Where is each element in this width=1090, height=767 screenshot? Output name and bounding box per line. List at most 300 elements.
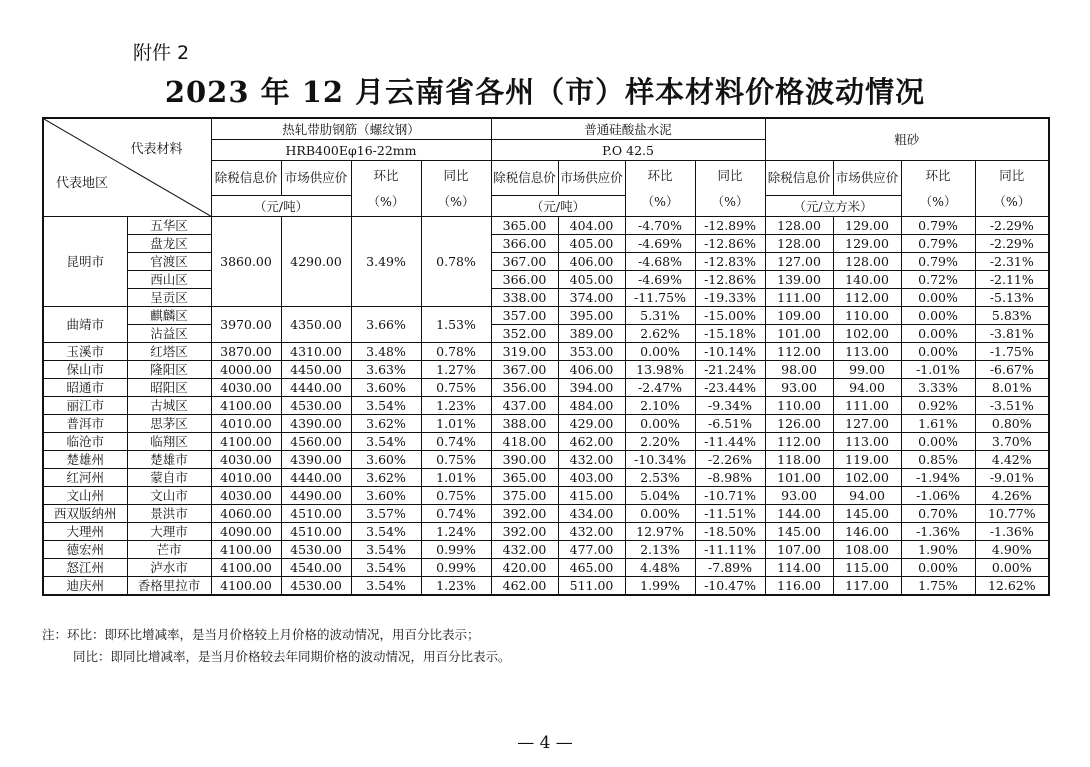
steel-yoy-cell: 0.75%	[421, 487, 491, 505]
sand-yoy-cell: 4.26%	[975, 487, 1049, 505]
cement-yoy-cell: -11.51%	[695, 505, 765, 523]
district-cell: 蒙自市	[127, 469, 211, 487]
sand-pretax-cell: 101.00	[765, 325, 833, 343]
cement-market-cell: 403.00	[558, 469, 625, 487]
cement-yoy-cell: -6.51%	[695, 415, 765, 433]
cement-market-cell: 404.00	[558, 217, 625, 235]
sand-yoy-cell: -1.36%	[975, 523, 1049, 541]
cement-pretax-cell: 357.00	[491, 307, 558, 325]
table-row	[43, 523, 1049, 541]
sand-mom-cell: 0.79%	[901, 235, 975, 253]
cement-pretax-cell: 338.00	[491, 289, 558, 307]
sand-pretax-cell: 128.00	[765, 217, 833, 235]
cement-mom-cell: 2.62%	[625, 325, 695, 343]
steel-market-cell: 4350.00	[281, 307, 351, 343]
sand-market-cell: 129.00	[833, 217, 901, 235]
cement-market-cell: 374.00	[558, 289, 625, 307]
district-cell: 文山市	[127, 487, 211, 505]
cement-yoy-cell: -21.24%	[695, 361, 765, 379]
sand-market-cell: 113.00	[833, 343, 901, 361]
table-row	[43, 487, 1049, 505]
district-cell: 呈贡区	[127, 289, 211, 307]
steel-market-cell: 4390.00	[281, 415, 351, 433]
sand-yoy-cell: 0.00%	[975, 559, 1049, 577]
sand-pretax-cell: 112.00	[765, 433, 833, 451]
cement-yoy-cell: -7.89%	[695, 559, 765, 577]
sand-yoy-cell: 4.42%	[975, 451, 1049, 469]
cement-mom-cell: 2.20%	[625, 433, 695, 451]
steel-mom-cell: 3.48%	[351, 343, 421, 361]
cement-market-cell: 405.00	[558, 271, 625, 289]
table-row	[43, 415, 1049, 433]
sand-pretax-cell: 128.00	[765, 235, 833, 253]
steel-yoy-cell: 1.27%	[421, 361, 491, 379]
sand-market-cell: 128.00	[833, 253, 901, 271]
district-cell: 西山区	[127, 271, 211, 289]
steel-pretax-cell: 3870.00	[211, 343, 281, 361]
steel-mom-header: 环比 （%）	[351, 161, 421, 217]
city-cell: 昆明市	[43, 217, 127, 307]
cement-mom-cell: -4.70%	[625, 217, 695, 235]
cement-pretax-cell: 390.00	[491, 451, 558, 469]
cement-mom-cell: 13.98%	[625, 361, 695, 379]
steel-market-cell: 4530.00	[281, 541, 351, 559]
steel-mom-cell: 3.62%	[351, 415, 421, 433]
steel-mom-cell: 3.54%	[351, 541, 421, 559]
sand-market-cell: 119.00	[833, 451, 901, 469]
city-cell: 大理州	[43, 523, 127, 541]
steel-mom-cell: 3.66%	[351, 307, 421, 343]
cement-pretax-cell: 319.00	[491, 343, 558, 361]
sand-mom-cell: 1.61%	[901, 415, 975, 433]
sand-mom-cell: -1.36%	[901, 523, 975, 541]
table-row	[43, 505, 1049, 523]
district-cell: 临翔区	[127, 433, 211, 451]
sand-market-cell: 146.00	[833, 523, 901, 541]
cement-yoy-cell: -11.11%	[695, 541, 765, 559]
cement-pretax-cell: 437.00	[491, 397, 558, 415]
table-row	[43, 217, 1049, 235]
cement-material-name: 普通硅酸盐水泥	[491, 118, 765, 140]
cement-market-cell: 405.00	[558, 235, 625, 253]
cement-market-cell: 395.00	[558, 307, 625, 325]
cement-market-cell: 394.00	[558, 379, 625, 397]
cement-market-cell: 511.00	[558, 577, 625, 596]
sand-market-cell: 108.00	[833, 541, 901, 559]
cement-pretax-cell: 367.00	[491, 361, 558, 379]
cement-mom-cell: 2.53%	[625, 469, 695, 487]
cement-market-cell: 406.00	[558, 361, 625, 379]
district-cell: 泸水市	[127, 559, 211, 577]
cement-mom-cell: -4.68%	[625, 253, 695, 271]
cement-market-cell: 477.00	[558, 541, 625, 559]
note-mom: 注：环比：即环比增减率，是当月价格较上月价格的波动情况，用百分比表示；	[42, 627, 480, 642]
cement-mom-cell: 12.97%	[625, 523, 695, 541]
steel-yoy-cell: 1.01%	[421, 415, 491, 433]
steel-mom-cell: 3.62%	[351, 469, 421, 487]
cement-market-cell: 406.00	[558, 253, 625, 271]
district-cell: 沾益区	[127, 325, 211, 343]
cement-pretax-cell: 365.00	[491, 217, 558, 235]
sand-mom-cell: 0.92%	[901, 397, 975, 415]
sand-mom-cell: 0.79%	[901, 253, 975, 271]
cement-yoy-cell: -2.26%	[695, 451, 765, 469]
sand-mom-cell: 3.33%	[901, 379, 975, 397]
city-cell: 文山州	[43, 487, 127, 505]
sand-pretax-cell: 101.00	[765, 469, 833, 487]
cement-pretax-cell: 388.00	[491, 415, 558, 433]
steel-market-cell: 4540.00	[281, 559, 351, 577]
sand-yoy-cell: -5.13%	[975, 289, 1049, 307]
sand-market-cell: 145.00	[833, 505, 901, 523]
steel-yoy-header: 同比 （%）	[421, 161, 491, 217]
cement-pretax-cell: 462.00	[491, 577, 558, 596]
cement-pretax-cell: 366.00	[491, 235, 558, 253]
city-cell: 玉溪市	[43, 343, 127, 361]
sand-market-cell: 117.00	[833, 577, 901, 596]
city-cell: 西双版纳州	[43, 505, 127, 523]
cement-market-cell: 353.00	[558, 343, 625, 361]
table-row	[43, 577, 1049, 596]
sand-market-cell: 102.00	[833, 469, 901, 487]
sand-mom-cell: 0.00%	[901, 289, 975, 307]
cement-yoy-cell: -12.86%	[695, 271, 765, 289]
steel-pretax-cell: 4030.00	[211, 451, 281, 469]
cement-yoy-cell: -9.34%	[695, 397, 765, 415]
sand-yoy-cell: -2.11%	[975, 271, 1049, 289]
cement-yoy-cell: -10.71%	[695, 487, 765, 505]
table-row	[43, 361, 1049, 379]
steel-market-header: 市场供应价	[281, 161, 351, 196]
sand-pretax-cell: 126.00	[765, 415, 833, 433]
table-row	[43, 289, 1049, 307]
steel-market-cell: 4450.00	[281, 361, 351, 379]
sand-yoy-cell: -2.31%	[975, 253, 1049, 271]
city-cell: 丽江市	[43, 397, 127, 415]
table-row	[43, 379, 1049, 397]
steel-pretax-cell: 4010.00	[211, 415, 281, 433]
district-cell: 芒市	[127, 541, 211, 559]
sand-mom-cell: -1.06%	[901, 487, 975, 505]
table-row	[43, 271, 1049, 289]
cement-pretax-cell: 367.00	[491, 253, 558, 271]
steel-mom-cell: 3.54%	[351, 523, 421, 541]
cement-pretax-cell: 375.00	[491, 487, 558, 505]
city-cell: 楚雄州	[43, 451, 127, 469]
price-table	[42, 117, 1050, 596]
sand-mom-cell: -1.94%	[901, 469, 975, 487]
cement-mom-cell: -11.75%	[625, 289, 695, 307]
sand-market-cell: 111.00	[833, 397, 901, 415]
cement-mom-cell: -10.34%	[625, 451, 695, 469]
city-cell: 普洱市	[43, 415, 127, 433]
sand-pretax-cell: 116.00	[765, 577, 833, 596]
district-cell: 香格里拉市	[127, 577, 211, 596]
district-cell: 五华区	[127, 217, 211, 235]
sand-mom-cell: 0.70%	[901, 505, 975, 523]
steel-market-cell: 4290.00	[281, 217, 351, 307]
sand-mom-cell: 0.00%	[901, 433, 975, 451]
cement-mom-cell: 1.99%	[625, 577, 695, 596]
sand-material-name: 粗砂	[765, 118, 1049, 161]
cement-mom-cell: 0.00%	[625, 343, 695, 361]
sand-yoy-cell: 4.90%	[975, 541, 1049, 559]
cement-mom-cell: 4.48%	[625, 559, 695, 577]
cement-yoy-cell: -10.47%	[695, 577, 765, 596]
cement-pretax-cell: 356.00	[491, 379, 558, 397]
sand-mom-cell: 0.00%	[901, 325, 975, 343]
steel-market-cell: 4530.00	[281, 397, 351, 415]
steel-spec: HRB400Eφ16-22mm	[211, 140, 491, 161]
cement-mom-cell: 0.00%	[625, 505, 695, 523]
district-cell: 昭阳区	[127, 379, 211, 397]
cement-yoy-cell: -12.89%	[695, 217, 765, 235]
steel-market-cell: 4510.00	[281, 505, 351, 523]
steel-mom-cell: 3.49%	[351, 217, 421, 307]
sand-pretax-cell: 118.00	[765, 451, 833, 469]
district-cell: 盘龙区	[127, 235, 211, 253]
sand-mom-cell: 1.90%	[901, 541, 975, 559]
steel-yoy-cell: 1.23%	[421, 577, 491, 596]
cement-mom-cell: -4.69%	[625, 271, 695, 289]
sand-pretax-cell: 127.00	[765, 253, 833, 271]
cement-mom-cell: -4.69%	[625, 235, 695, 253]
page-number: — 4 —	[517, 733, 573, 753]
district-cell: 红塔区	[127, 343, 211, 361]
steel-pretax-cell: 4100.00	[211, 397, 281, 415]
table-row	[43, 469, 1049, 487]
table-row	[43, 433, 1049, 451]
steel-pretax-cell: 4030.00	[211, 487, 281, 505]
sand-pretax-cell: 111.00	[765, 289, 833, 307]
district-cell: 楚雄市	[127, 451, 211, 469]
steel-pretax-cell: 4100.00	[211, 541, 281, 559]
city-cell: 保山市	[43, 361, 127, 379]
steel-yoy-cell: 1.53%	[421, 307, 491, 343]
sand-pretax-cell: 145.00	[765, 523, 833, 541]
cement-pretax-cell: 352.00	[491, 325, 558, 343]
sand-yoy-cell: -3.81%	[975, 325, 1049, 343]
cement-market-cell: 434.00	[558, 505, 625, 523]
sand-mom-cell: 0.00%	[901, 343, 975, 361]
cement-yoy-cell: -11.44%	[695, 433, 765, 451]
table-row	[43, 451, 1049, 469]
cement-market-cell: 432.00	[558, 523, 625, 541]
table-body	[43, 217, 1049, 596]
cement-unit: （元/吨）	[491, 196, 625, 217]
steel-mom-cell: 3.60%	[351, 487, 421, 505]
table-row	[43, 253, 1049, 271]
sand-pretax-cell: 144.00	[765, 505, 833, 523]
steel-unit: （元/吨）	[211, 196, 351, 217]
sand-market-cell: 115.00	[833, 559, 901, 577]
cement-spec: P.O 42.5	[491, 140, 765, 161]
sand-mom-cell: 0.79%	[901, 217, 975, 235]
cement-yoy-cell: -19.33%	[695, 289, 765, 307]
cement-market-cell: 465.00	[558, 559, 625, 577]
table-row	[43, 307, 1049, 325]
cement-yoy-cell: -8.98%	[695, 469, 765, 487]
sand-mom-cell: 0.00%	[901, 307, 975, 325]
cement-mom-cell: 2.10%	[625, 397, 695, 415]
cement-market-cell: 462.00	[558, 433, 625, 451]
cement-market-cell: 432.00	[558, 451, 625, 469]
cement-pretax-cell: 418.00	[491, 433, 558, 451]
sand-mom-cell: 0.00%	[901, 559, 975, 577]
steel-pretax-cell: 4000.00	[211, 361, 281, 379]
steel-pretax-cell: 4090.00	[211, 523, 281, 541]
sand-pretax-cell: 139.00	[765, 271, 833, 289]
sand-yoy-cell: -2.29%	[975, 217, 1049, 235]
steel-mom-cell: 3.54%	[351, 397, 421, 415]
city-cell: 德宏州	[43, 541, 127, 559]
steel-pretax-cell: 4100.00	[211, 577, 281, 596]
steel-pretax-cell: 4060.00	[211, 505, 281, 523]
sand-yoy-cell: -6.67%	[975, 361, 1049, 379]
cement-market-cell: 415.00	[558, 487, 625, 505]
sand-mom-cell: -1.01%	[901, 361, 975, 379]
sand-market-cell: 94.00	[833, 487, 901, 505]
sand-market-cell: 112.00	[833, 289, 901, 307]
city-cell: 曲靖市	[43, 307, 127, 343]
sand-pretax-cell: 98.00	[765, 361, 833, 379]
steel-pretax-cell: 4100.00	[211, 433, 281, 451]
sand-pretax-header: 除税信息价	[765, 161, 833, 196]
sand-yoy-cell: 3.70%	[975, 433, 1049, 451]
district-cell: 麒麟区	[127, 307, 211, 325]
sand-mom-cell: 0.85%	[901, 451, 975, 469]
cement-mom-header: 环比 （%）	[625, 161, 695, 217]
cement-pretax-cell: 392.00	[491, 505, 558, 523]
steel-yoy-cell: 1.01%	[421, 469, 491, 487]
steel-yoy-cell: 1.23%	[421, 397, 491, 415]
sand-pretax-cell: 110.00	[765, 397, 833, 415]
sand-pretax-cell: 112.00	[765, 343, 833, 361]
footnotes	[42, 624, 511, 668]
steel-mom-cell: 3.54%	[351, 577, 421, 596]
sand-pretax-cell: 109.00	[765, 307, 833, 325]
corner-material-label: 代表材料	[130, 142, 183, 157]
table-row	[43, 559, 1049, 577]
cement-yoy-cell: -15.18%	[695, 325, 765, 343]
steel-market-cell: 4390.00	[281, 451, 351, 469]
steel-yoy-cell: 0.78%	[421, 217, 491, 307]
sand-market-cell: 110.00	[833, 307, 901, 325]
cement-market-cell: 484.00	[558, 397, 625, 415]
district-cell: 景洪市	[127, 505, 211, 523]
steel-material-name: 热轧带肋钢筋（螺纹钢）	[211, 118, 491, 140]
city-cell: 迪庆州	[43, 577, 127, 596]
cement-yoy-cell: -12.83%	[695, 253, 765, 271]
sand-pretax-cell: 107.00	[765, 541, 833, 559]
steel-mom-cell: 3.60%	[351, 379, 421, 397]
steel-yoy-cell: 0.75%	[421, 451, 491, 469]
table-row	[43, 397, 1049, 415]
city-cell: 怒江州	[43, 559, 127, 577]
cement-market-header: 市场供应价	[558, 161, 625, 196]
steel-market-cell: 4490.00	[281, 487, 351, 505]
cement-pretax-cell: 366.00	[491, 271, 558, 289]
sand-pretax-cell: 93.00	[765, 379, 833, 397]
city-cell: 临沧市	[43, 433, 127, 451]
sand-market-cell: 140.00	[833, 271, 901, 289]
sand-market-cell: 129.00	[833, 235, 901, 253]
cement-pretax-cell: 420.00	[491, 559, 558, 577]
sand-pretax-cell: 93.00	[765, 487, 833, 505]
sand-mom-header: 环比 （%）	[901, 161, 975, 217]
cement-mom-cell: 5.04%	[625, 487, 695, 505]
steel-yoy-cell: 0.74%	[421, 505, 491, 523]
page-title: 2023 年 12 月云南省各州（市）样本材料价格波动情况	[164, 75, 926, 109]
cement-yoy-cell: -23.44%	[695, 379, 765, 397]
sand-market-cell: 94.00	[833, 379, 901, 397]
cement-yoy-cell: -18.50%	[695, 523, 765, 541]
cement-pretax-cell: 432.00	[491, 541, 558, 559]
corner-region-label: 代表地区	[56, 176, 109, 191]
steel-pretax-header: 除税信息价	[211, 161, 281, 196]
district-cell: 隆阳区	[127, 361, 211, 379]
table-row	[43, 541, 1049, 559]
district-cell: 思茅区	[127, 415, 211, 433]
corner-header	[43, 118, 211, 217]
steel-yoy-cell: 0.99%	[421, 559, 491, 577]
steel-yoy-cell: 0.78%	[421, 343, 491, 361]
steel-yoy-cell: 0.99%	[421, 541, 491, 559]
sand-market-cell: 127.00	[833, 415, 901, 433]
steel-market-cell: 4310.00	[281, 343, 351, 361]
steel-pretax-cell: 3970.00	[211, 307, 281, 343]
cement-yoy-header: 同比 （%）	[695, 161, 765, 217]
cement-mom-cell: 5.31%	[625, 307, 695, 325]
sand-yoy-cell: 12.62%	[975, 577, 1049, 596]
sand-pretax-cell: 114.00	[765, 559, 833, 577]
district-cell: 大理市	[127, 523, 211, 541]
steel-market-cell: 4530.00	[281, 577, 351, 596]
sand-yoy-cell: 0.80%	[975, 415, 1049, 433]
city-cell: 昭通市	[43, 379, 127, 397]
steel-pretax-cell: 4100.00	[211, 559, 281, 577]
sand-market-cell: 99.00	[833, 361, 901, 379]
cement-market-cell: 389.00	[558, 325, 625, 343]
steel-market-cell: 4440.00	[281, 469, 351, 487]
cement-yoy-cell: -12.86%	[695, 235, 765, 253]
cement-mom-cell: 2.13%	[625, 541, 695, 559]
table-row	[43, 343, 1049, 361]
cement-pretax-header: 除税信息价	[491, 161, 558, 196]
steel-mom-cell: 3.54%	[351, 433, 421, 451]
steel-mom-cell: 3.60%	[351, 451, 421, 469]
diagonal-line	[44, 119, 211, 216]
steel-mom-cell: 3.63%	[351, 361, 421, 379]
sand-market-cell: 113.00	[833, 433, 901, 451]
steel-yoy-cell: 1.24%	[421, 523, 491, 541]
table-row	[43, 235, 1049, 253]
sand-mom-cell: 0.72%	[901, 271, 975, 289]
sand-yoy-cell: -2.29%	[975, 235, 1049, 253]
cement-yoy-cell: -15.00%	[695, 307, 765, 325]
sand-market-cell: 102.00	[833, 325, 901, 343]
sand-yoy-cell: 10.77%	[975, 505, 1049, 523]
cement-pretax-cell: 392.00	[491, 523, 558, 541]
note-yoy: 同比：即同比增减率，是当月价格较去年同期价格的波动情况，用百分比表示。	[73, 649, 511, 664]
sand-yoy-cell: -9.01%	[975, 469, 1049, 487]
sand-yoy-header: 同比 （%）	[975, 161, 1049, 217]
steel-pretax-cell: 4030.00	[211, 379, 281, 397]
district-cell: 官渡区	[127, 253, 211, 271]
steel-market-cell: 4440.00	[281, 379, 351, 397]
sand-yoy-cell: -1.75%	[975, 343, 1049, 361]
cement-yoy-cell: -10.14%	[695, 343, 765, 361]
